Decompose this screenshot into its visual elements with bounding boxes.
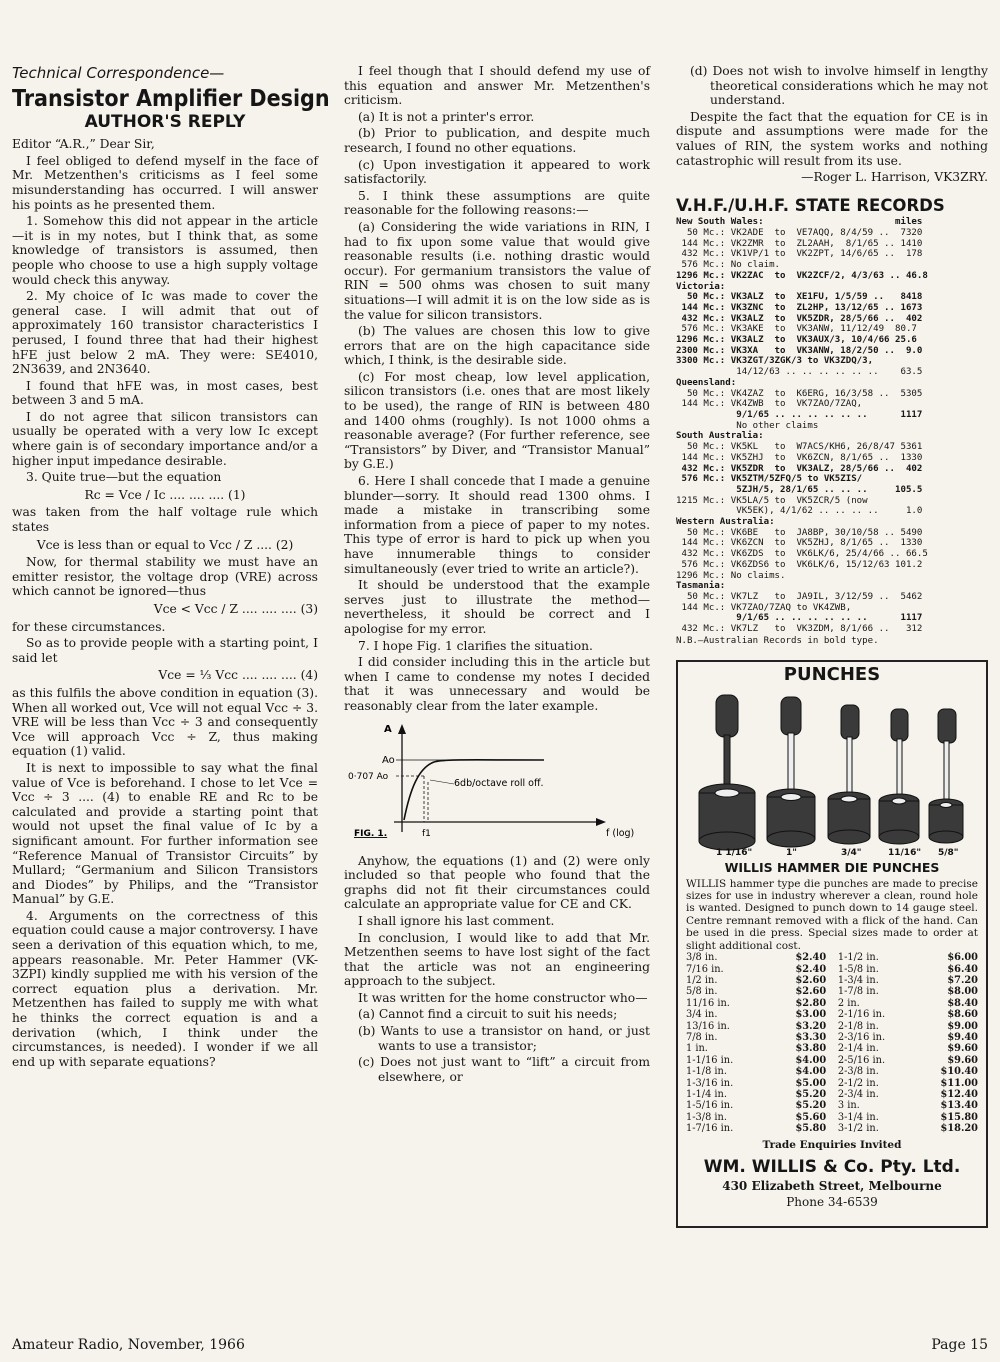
- records-row: 50 Mc.: VK2ADE to VE7AQQ, 8/4/59 .. 7320: [676, 228, 923, 239]
- paragraph: 7. I hope Fig. 1 clarifies the situation.: [358, 638, 593, 653]
- price-size: 2-3/4 in.: [837, 1088, 879, 1100]
- records-note: N.B.—Australian Records in bold type.: [676, 635, 879, 646]
- paragraph: Anyhow, the equations (1) and (2) were only included so that people who found that the graphs did not fit their circumstances could calculate an appropriate value for CE and CK.: [344, 853, 650, 912]
- price-size: 2-3/8 in.: [837, 1066, 879, 1078]
- paragraph: In conclusion, I would like to add that Mr. Metzenthen seems to have lost sight of the fact that the article was not an engineering approach to the subject.: [344, 930, 650, 989]
- price-value: $6.00: [947, 952, 978, 964]
- paragraph: 4. Arguments on the correctness of this equation could cause a major controversy. I have seen a derivation of this equation which, to me, appears reasonable. Mr. Peter Hammer (VK-3ZPI) kindly supplied me with his version of the correct equation plus a derivation. Mr. Metzenthen has failed to supply me with what he thinks the correct equation is and a derivation (which, I think under the circumstances, is needed). I wonder if we all end up with separate equations?: [12, 908, 318, 1069]
- punch-size-label: 1": [786, 848, 797, 858]
- price-row: [838, 1043, 978, 1054]
- price-size: 2-5/16 in.: [837, 1054, 886, 1066]
- punches-advertisement: [676, 660, 988, 1228]
- records-row: 144 Mc.: VK2ZMR to ZL2AAH, 8/1/65 .. 1410: [676, 238, 923, 249]
- price-row: [686, 952, 826, 963]
- price-value: $9.40: [947, 1031, 978, 1043]
- price-value: $9.00: [947, 1020, 978, 1032]
- price-row: [686, 1100, 826, 1111]
- price-row: [838, 1009, 978, 1020]
- paragraph: 5. I think these assumptions are quite reasonable for the following reasons:—: [344, 188, 650, 218]
- paragraph: I do not agree that silicon transistors can usually be operated with a very low Ic except where gain is of secondary importance and/or a higher input impedance desirable.: [12, 409, 318, 468]
- price-value: $5.60: [795, 1111, 827, 1123]
- records-state-heading: Queensland:: [676, 377, 737, 388]
- price-size: 3-1/4 in.: [837, 1111, 879, 1123]
- price-size: 1-7/16 in.: [686, 1123, 734, 1135]
- paragraph: 2. My choice of Ic was made to cover the general case. I will admit that out of approximately 160 transistor characteristics I perused, I found three that had their highest hFE just below 2 mA. They were: SE4010, 2N3639, and 2N3640.: [12, 289, 318, 377]
- records-state-heading: Victoria:: [676, 281, 726, 292]
- price-size: 3/4 in.: [686, 1009, 718, 1021]
- price-row: [838, 1021, 978, 1032]
- punch-handle: [716, 695, 738, 737]
- price-size: 2 in.: [837, 997, 860, 1009]
- paragraph: 3. Quite true—but the equation: [26, 470, 222, 485]
- price-row: [686, 964, 826, 975]
- price-size: 2-1/4 in.: [837, 1043, 879, 1055]
- price-value: $18.20: [940, 1123, 978, 1135]
- figure-ao-label: Ao: [382, 754, 395, 766]
- price-value: $3.80: [795, 1043, 827, 1055]
- footer-page-number: Page 15: [931, 1337, 988, 1353]
- price-row: [686, 975, 826, 986]
- price-size: 1-1/16 in.: [686, 1054, 734, 1066]
- price-row: [686, 1089, 826, 1100]
- figure-ao707-label: 0·707 Ao: [348, 771, 389, 782]
- equation-3: Vce < Vcc / Z .... .... .... (3): [153, 602, 318, 616]
- price-row: [838, 1089, 978, 1100]
- list-item: (a) Cannot find a circuit to suit his needs;: [358, 1007, 618, 1022]
- price-size: 3-1/2 in.: [837, 1123, 879, 1135]
- price-size: 13/16 in.: [686, 1020, 730, 1032]
- records-row: 576 Mc.: VK3AKE to VK3ANW, 11/12/49 80.7: [676, 324, 917, 335]
- price-value: $12.40: [940, 1088, 978, 1100]
- price-row: [686, 1021, 826, 1032]
- price-row: [686, 1112, 826, 1123]
- records-row: 144 Mc.: VK3ZNC to ZL2HP, 13/12/65 .. 1673: [676, 302, 923, 313]
- price-size: 1/2 in.: [686, 974, 718, 986]
- price-size: 2-3/16 in.: [837, 1031, 886, 1043]
- records-row: 3300 Mc.: VK3ZGT/3ZGK/3 to VK3ZDQ/3,: [676, 356, 874, 367]
- paragraph: (c) For most cheap, low level application, silicon transistors (i.e. ones that are most likely to be used), the range of RIN is between 480 and 1400 ohms (roughly). Is not 1000 ohms a reasonable average? (For further reference, see “Transistors” by Diver, and “Transistor Manual” by G.E.): [344, 369, 650, 472]
- punches-illustration: [686, 687, 978, 857]
- records-row: 9/1/65 .. .. .. .. .. .. 1117: [676, 410, 923, 420]
- price-row: [838, 964, 978, 975]
- price-row: [686, 1032, 826, 1043]
- price-size: 1 in.: [686, 1043, 708, 1055]
- price-value: $3.30: [795, 1031, 827, 1043]
- column-2: [344, 64, 650, 1086]
- price-value: $8.60: [947, 1009, 978, 1021]
- ad-subtitle: WILLIS HAMMER DIE PUNCHES: [724, 860, 940, 876]
- paragraph: I feel obliged to defend myself in the face of Mr. Metzenthen's criticisms as I feel some misunderstanding has occurred. I will answer his points as he presented them.: [12, 153, 318, 212]
- price-size: 1-7/8 in.: [837, 986, 879, 998]
- price-size: 3 in.: [837, 1100, 860, 1112]
- records-row: 9/1/65 .. .. .. .. .. .. 1117: [676, 613, 923, 624]
- figure-x-axis-label: f (log): [606, 827, 635, 839]
- price-row: [686, 1055, 826, 1066]
- equation-4: Vce = ⅓ Vcc .... .... .... (4): [158, 668, 318, 683]
- records-row: 432 Mc.: VK7LZ to VK3ZDM, 8/1/66 .. 312: [676, 624, 923, 635]
- ad-body: WILLIS hammer type die punches are made to precise sizes for use in industry wherever a clean, round hole is wanted. Designed to punch down to 14 gauge steel. Centre remnant removed with a flick of the hand. Can be used in die press. Special sizes made to order at slight additional cost.: [686, 877, 978, 952]
- paragraph: It was written for the home constructor who—: [358, 990, 648, 1005]
- paragraph: I shall ignore his last comment.: [358, 913, 555, 928]
- price-value: $10.40: [940, 1066, 978, 1078]
- records-row: 50 Mc.: VK3ALZ to XE1FU, 1/5/59 .. 8418: [676, 292, 923, 303]
- price-size: 2-1/8 in.: [837, 1020, 879, 1032]
- price-size: 1-3/16 in.: [686, 1077, 734, 1089]
- punch-size-label: 1 1/16": [716, 848, 753, 858]
- price-value: $4.00: [795, 1054, 827, 1066]
- records-row: 576 Mc.: VK6ZDS6 to VK6LK/6, 15/12/63 101.2: [676, 559, 923, 570]
- records-state-heading: Tasmania:: [676, 581, 726, 592]
- price-value: $3.00: [795, 1009, 827, 1021]
- price-size: 2-1/2 in.: [837, 1077, 879, 1089]
- punch-size-label: 3/4": [841, 848, 862, 858]
- list-item: (c) Does not just want to “lift” a circuit from elsewhere, or: [358, 1055, 650, 1084]
- price-value: $5.20: [795, 1100, 827, 1112]
- price-size: 1-1/2 in.: [837, 952, 879, 964]
- equation-1: Rc = Vce / Ic .... .... .... (1): [84, 487, 246, 502]
- price-row: [686, 998, 826, 1009]
- price-value: $3.20: [795, 1020, 827, 1032]
- price-row: [838, 1123, 978, 1134]
- price-size: 2-1/16 in.: [837, 1009, 886, 1021]
- paragraph: It is next to impossible to say what the final value of Vce is beforehand. I chose to let Vce = Vcc ÷ 3 .... (4) to enable RE and Rc to be calculated and provide a starting point that would not upset the final value of Ic by a significant amount. For further information see “Reference Manual of Transistor Circuits” by Mullard; “Germanium and Silicon Transistors and Diodes” by Philips, and the “Transistor Manual” by G.E.: [12, 760, 318, 907]
- paragraph: Now, for thermal stability we must have an emitter resistor, the voltage drop (VRE) across which cannot be ignored—thus: [12, 555, 318, 599]
- records-row: VK5EK), 4/1/62 .. .. .. .. 1.0: [676, 506, 923, 517]
- price-row: [838, 1055, 978, 1066]
- records-row: No other claims: [676, 420, 819, 431]
- price-row: [838, 975, 978, 986]
- records-title: V.H.F./U.H.F. STATE RECORDS: [676, 195, 945, 215]
- records-row: 1296 Mc.: VK2ZAC to VK2ZCF/2, 4/3/63 .. 46.8: [676, 270, 928, 281]
- price-row: [838, 1032, 978, 1043]
- price-value: $9.60: [947, 1043, 978, 1055]
- price-value: $15.80: [940, 1111, 978, 1123]
- price-row: [838, 952, 978, 963]
- price-size: 1-3/8 in.: [686, 1111, 727, 1123]
- paragraph: (a) It is not a printer's error.: [358, 109, 535, 124]
- figure-f1-label: f1: [422, 828, 431, 839]
- price-value: $2.40: [795, 963, 827, 975]
- author-signature: —Roger L. Harrison, VK3ZRY.: [801, 170, 988, 185]
- footer-publication: Amateur Radio, November, 1966: [12, 1337, 245, 1353]
- price-size: 7/16 in.: [686, 963, 724, 975]
- records-row: 576 Mc.: VK5ZTM/5ZFQ/5 to VK5ZIS/: [676, 474, 863, 485]
- records-row: 1215 Mc.: VK5LA/5 to VK5ZCR/5 (now: [676, 495, 868, 506]
- punch-size-label: 11/16": [888, 848, 922, 858]
- price-value: $4.00: [795, 1066, 827, 1078]
- records-row: 432 Mc.: VK5ZDR to VK3ALZ, 28/5/66 .. 402: [676, 463, 923, 474]
- records-list: [676, 217, 988, 634]
- price-size: 5/8 in.: [686, 986, 718, 998]
- paragraph: as this fulfils the above condition in equation (3). When all worked out, Vce will not equal Vcc ÷ 3. VRE will be less than Vcc ÷ 3 and consequently Vce will approach Vcc ÷ Z, thus making equation (1) valid.: [12, 685, 318, 759]
- price-row: [686, 986, 826, 997]
- records-row: 576 Mc.: No claim.: [676, 260, 781, 271]
- article-kicker: Technical Correspondence—: [12, 64, 225, 82]
- price-value: $11.00: [940, 1077, 978, 1089]
- trade-enquiries: Trade Enquiries Invited: [762, 1138, 902, 1151]
- records-row: 2300 Mc.: VK3XA to VK3ANW, 18/2/50 .. 9.0: [676, 345, 923, 356]
- price-size: 11/16 in.: [686, 997, 730, 1009]
- paragraph: (b) Prior to publication, and despite much research, I found no other equations.: [344, 126, 650, 155]
- records-row: 14/12/63 .. .. .. .. .. .. 63.5: [676, 367, 923, 378]
- price-value: $2.80: [795, 997, 827, 1009]
- price-list-left: [686, 952, 826, 1135]
- price-value: $5.20: [795, 1088, 827, 1100]
- article-title: Transistor Amplifier Design: [12, 85, 330, 112]
- price-value: $2.60: [795, 986, 827, 998]
- price-value: $9.60: [947, 1054, 978, 1066]
- price-list-right: [838, 952, 978, 1135]
- price-value: $5.00: [795, 1077, 827, 1089]
- paragraph: was taken from the half voltage rule which states: [12, 505, 318, 535]
- price-value: $7.20: [947, 974, 978, 986]
- price-size: 1-5/16 in.: [686, 1100, 734, 1112]
- figure-annotation: 6db/octave roll off.: [454, 777, 544, 789]
- records-row: 432 Mc.: VK1VP/1 to VK2ZPT, 14/6/65 .. 178: [676, 249, 923, 260]
- paragraph: 6. Here I shall concede that I made a genuine blunder—sorry. It should read 1300 ohms. I made a mistake in transcribing some information from a piece of paper to my notes. This type of error is hard to pick up when you have innumerable things to consider simultaneously (ever tried to write an article?).: [344, 474, 650, 576]
- paragraph: I did consider including this in the article but when I came to condense my notes I decided that it was unnecessary and would be reasonably clear from the later example.: [344, 655, 650, 713]
- paragraph: Despite the fact that the equation for CE is in dispute and assumptions were made for the values of RIN, the system works and nothing catastrophic will result from its use.: [676, 109, 988, 168]
- price-value: $2.40: [795, 952, 827, 964]
- paragraph: I feel though that I should defend my use of this equation and answer Mr. Metzenthen's criticism.: [344, 64, 650, 108]
- list-item: (d) Does not wish to involve himself in lengthy theoretical considerations which he may not understand.: [690, 64, 988, 108]
- records-row: 144 Mc.: VK4ZWB to VK7ZAO/7ZAQ,: [676, 399, 863, 410]
- records-row: 432 Mc.: VK6ZDS to VK6LK/6, 25/4/66 .. 66.5: [676, 549, 928, 560]
- records-row: 144 Mc.: VK6ZCN to VK5ZHJ, 8/1/65 .. 1330: [676, 538, 923, 549]
- price-row: [686, 1123, 826, 1134]
- price-value: $13.40: [940, 1100, 978, 1112]
- price-row: [838, 998, 978, 1009]
- price-value: $6.40: [947, 963, 978, 975]
- records-state-heading: New South Wales: miles: [676, 217, 923, 228]
- paragraph: It should be understood that the example serves just to illustrate the method—nevertheless, it should be correct and I apologise for my error.: [344, 578, 650, 636]
- price-size: 1-5/8 in.: [837, 963, 879, 975]
- records-row: 50 Mc.: VK6BE to JA8BP, 30/10/58 .. 5490: [676, 527, 923, 538]
- price-size: 1-1/8 in.: [686, 1066, 727, 1078]
- price-list: [686, 952, 978, 1135]
- column-3: [676, 64, 988, 1228]
- price-size: 3/8 in.: [686, 952, 718, 964]
- price-size: 1-3/4 in.: [837, 974, 879, 986]
- records-row: 50 Mc.: VK5KL to W7ACS/KH6, 26/8/47 5361: [676, 442, 923, 453]
- records-row: 5ZJH/5, 28/1/65 .. .. .. 105.5: [676, 484, 923, 495]
- records-state-heading: South Australia:: [676, 431, 764, 442]
- salutation: Editor “A.R.,” Dear Sir,: [12, 137, 155, 152]
- column-1: [12, 64, 330, 1071]
- paragraph: So as to provide people with a starting point, I said let: [12, 636, 318, 665]
- records-row: 50 Mc.: VK4ZAZ to K6ERG, 16/3/58 .. 5305: [676, 388, 923, 399]
- price-row: [838, 1078, 978, 1089]
- records-state-heading: Western Australia:: [676, 517, 775, 528]
- records-row: 432 Mc.: VK3ALZ to VK5ZDR, 28/5/66 .. 402: [676, 313, 923, 324]
- article-subtitle: AUTHOR'S REPLY: [84, 111, 246, 132]
- records-row: 144 Mc.: VK7ZAO/7ZAQ to VK4ZWB,: [676, 602, 852, 613]
- price-size: 7/8 in.: [686, 1031, 718, 1043]
- price-size: 1-1/4 in.: [686, 1088, 727, 1100]
- price-row: [686, 1043, 826, 1054]
- price-row: [838, 986, 978, 997]
- price-value: $5.80: [795, 1123, 827, 1135]
- punch-shank: [724, 735, 730, 787]
- records-row: 144 Mc.: VK5ZHJ to VK6ZCN, 8/1/65 .. 1330: [676, 452, 923, 463]
- paragraph: I found that hFE was, in most cases, best between 3 and 5 mA.: [12, 378, 318, 408]
- price-value: $2.60: [795, 974, 827, 986]
- equation-2: Vce is less than or equal to Vcc / Z .... (2): [36, 537, 294, 552]
- price-row: [838, 1100, 978, 1111]
- paragraph: (a) Considering the wide variations in RIN, I had to fix upon some value that would give reasonable results (i.e. nothing drastic would occur). For germanium transistors the value of RIN = 500 ohms was chosen to suit many situations—I will admit it is on the low side as is the value for silicon transistors.: [344, 219, 650, 322]
- records-row: 1296 Mc.: No claims.: [676, 570, 786, 581]
- paragraph: (b) The values are chosen this low to give errors that are on the high capacitance side which, I think, is the desirable side.: [344, 324, 650, 368]
- price-value: $8.40: [947, 997, 978, 1009]
- price-row: [838, 1066, 978, 1077]
- price-row: [838, 1112, 978, 1123]
- company-address: 430 Elizabeth Street, Melbourne: [722, 1178, 942, 1193]
- records-row: 1296 Mc.: VK3ALZ to VK3AUX/3, 10/4/66 25.6: [676, 335, 917, 346]
- figure-1-graph: [344, 720, 650, 850]
- price-row: [686, 1066, 826, 1077]
- price-value: $8.00: [947, 986, 978, 998]
- price-row: [686, 1009, 826, 1020]
- records-row: 50 Mc.: VK7LZ to JA9IL, 3/12/59 .. 5462: [676, 591, 923, 602]
- figure-y-axis-label: A: [384, 723, 392, 735]
- paragraph: for these circumstances.: [12, 619, 166, 634]
- ad-title: PUNCHES: [783, 664, 881, 686]
- company-phone: Phone 34-6539: [786, 1195, 878, 1210]
- paragraph: (c) Upon investigation it appeared to work satisfactorily.: [344, 157, 650, 187]
- price-row: [686, 1078, 826, 1089]
- punch-size-label: 5/8": [938, 848, 959, 858]
- paragraph: 1. Somehow this did not appear in the article—it is in my notes, but I think that, as some knowledge of transistors is assumed, then people who choose to use a high supply voltage would check this anyway.: [12, 214, 318, 287]
- list-item: (b) Wants to use a transistor on hand, or just wants to use a transistor;: [358, 1024, 650, 1053]
- company-name: WM. WILLIS & Co. Pty. Ltd.: [703, 1157, 961, 1178]
- figure-label: FIG. 1.: [354, 828, 388, 839]
